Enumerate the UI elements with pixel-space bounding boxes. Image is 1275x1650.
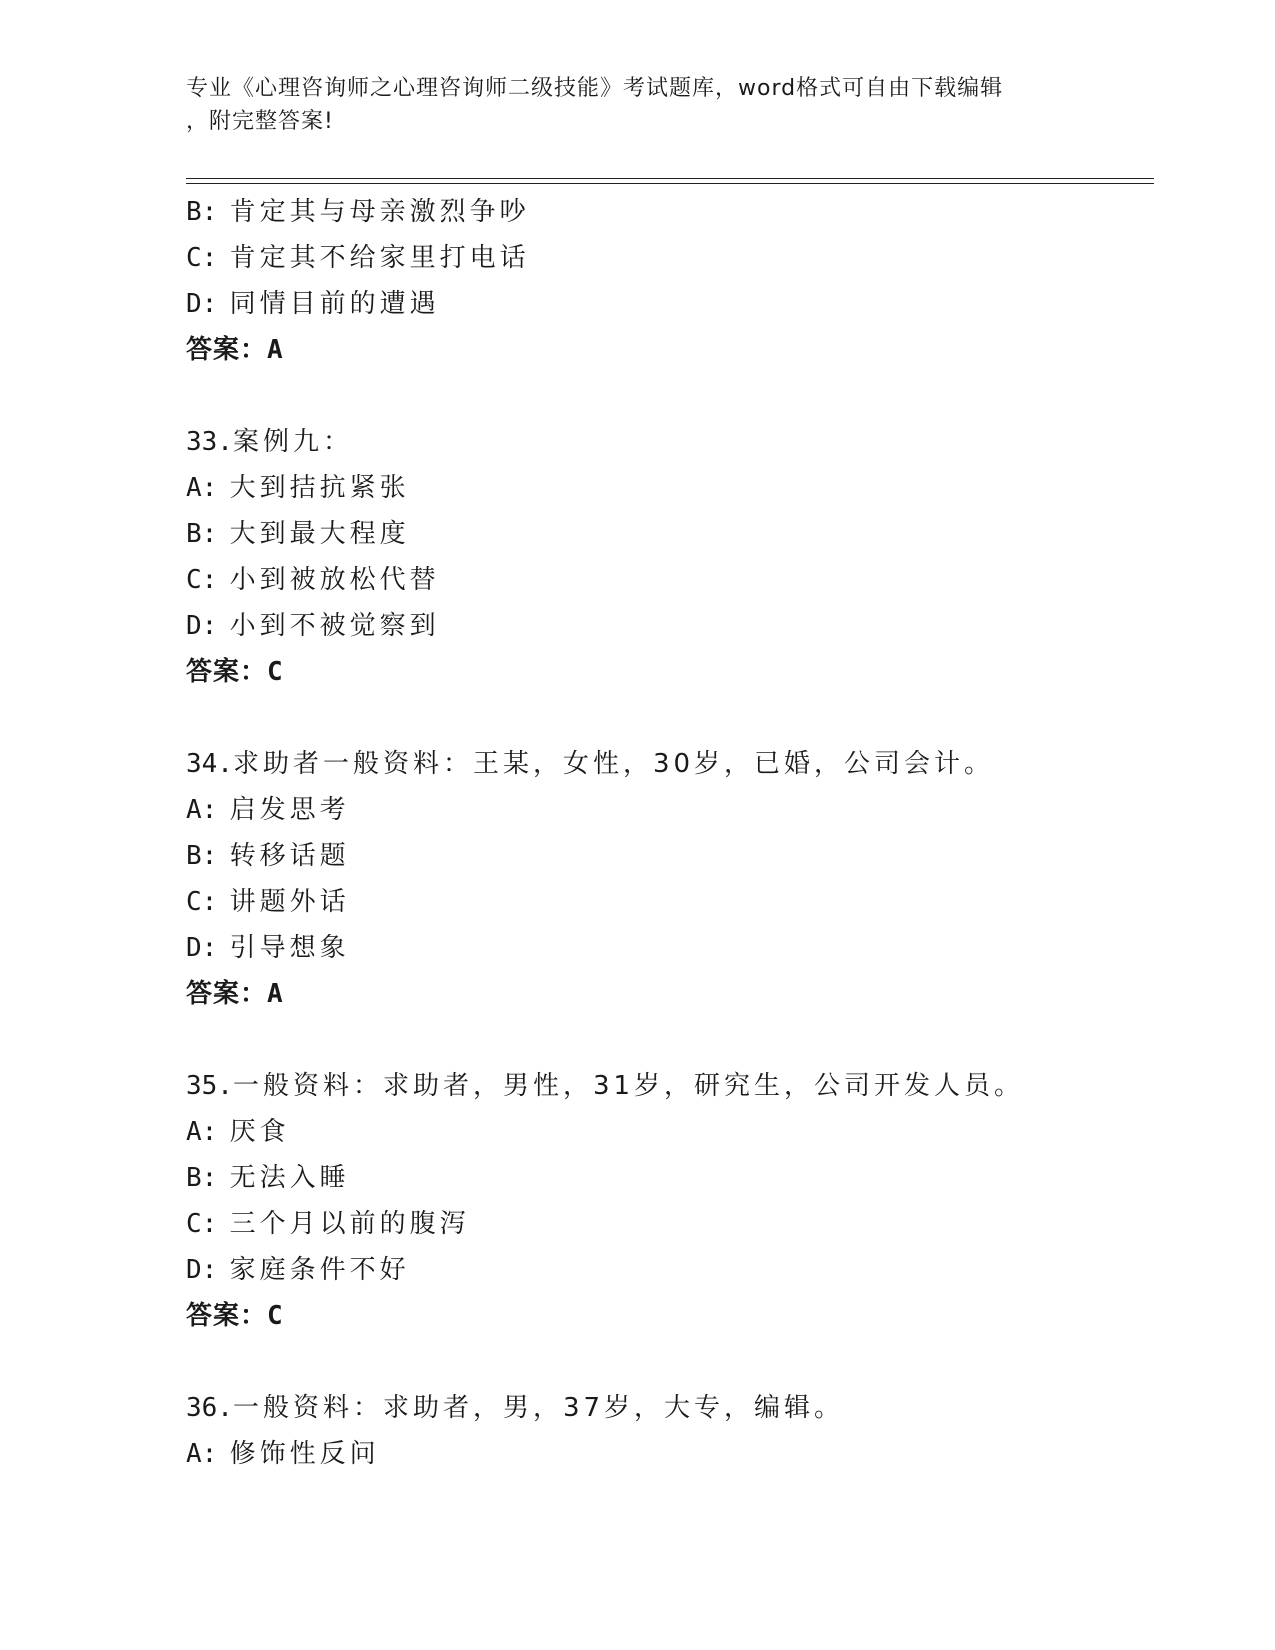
document-header [186,72,1066,138]
option-key: A: [186,795,218,825]
option-key: D: [186,933,218,963]
question-34 [186,741,1146,1017]
question-number: 34. [186,749,233,779]
option-text: 转移话题 [229,841,350,871]
question-text: 案例九： [232,427,353,457]
question-continued [186,189,1146,373]
spacer [186,1017,1146,1063]
answer-label: 答案： [186,657,268,687]
option-c [186,879,1146,925]
option-b [186,189,1146,235]
option-key: B: [186,197,218,227]
option-text: 小到不被觉察到 [229,611,440,641]
answer-line [186,327,1146,373]
question-35 [186,1063,1146,1339]
option-c [186,235,1146,281]
option-text: 大到拮抗紧张 [229,473,410,503]
option-text: 讲题外话 [229,887,350,917]
answer-label: 答案： [186,1301,268,1331]
option-key: B: [186,1163,218,1193]
spacer [186,1339,1146,1385]
option-key: C: [186,243,218,273]
answer-value: A [267,979,284,1009]
answer-line [186,971,1146,1017]
option-c [186,1201,1146,1247]
option-key: B: [186,841,218,871]
question-text: 一般资料：求助者，男，37岁，大专，编辑。 [232,1393,845,1423]
option-d [186,1247,1146,1293]
option-a [186,465,1146,511]
option-a [186,1109,1146,1155]
option-key: D: [186,1255,218,1285]
option-text: 小到被放松代替 [229,565,440,595]
option-b [186,833,1146,879]
question-stem [186,1063,1146,1109]
header-rule-top [186,178,1154,179]
answer-value: C [267,1301,284,1331]
question-stem [186,419,1146,465]
question-number: 33. [186,427,233,457]
question-stem [186,1385,1146,1431]
option-d [186,925,1146,971]
question-number: 35. [186,1071,233,1101]
option-text: 大到最大程度 [229,519,410,549]
option-key: C: [186,887,218,917]
option-key: C: [186,565,218,595]
option-text: 肯定其与母亲激烈争吵 [229,197,530,227]
question-stem [186,741,1146,787]
option-text: 启发思考 [229,795,350,825]
question-text: 求助者一般资料：王某，女性，30岁，已婚，公司会计。 [232,749,995,779]
option-text: 引导想象 [229,933,350,963]
option-d [186,603,1146,649]
question-text: 一般资料：求助者，男性，31岁，研究生，公司开发人员。 [232,1071,1025,1101]
option-text: 无法入睡 [229,1163,350,1193]
question-33 [186,419,1146,695]
header-line-2: ，附完整答案! [186,109,334,134]
question-list [186,189,1146,1477]
question-number: 36. [186,1393,233,1423]
option-key: A: [186,1439,218,1469]
spacer [186,373,1146,419]
option-b [186,511,1146,557]
question-36 [186,1385,1146,1477]
option-text: 厌食 [229,1117,290,1147]
option-text: 修饰性反问 [229,1439,380,1469]
option-key: A: [186,473,218,503]
answer-value: C [267,657,284,687]
option-key: D: [186,289,218,319]
option-text: 家庭条件不好 [229,1255,410,1285]
option-d [186,281,1146,327]
option-text: 同情目前的遭遇 [229,289,440,319]
answer-line [186,1293,1146,1339]
option-text: 肯定其不给家里打电话 [229,243,530,273]
option-text: 三个月以前的腹泻 [229,1209,470,1239]
option-key: A: [186,1117,218,1147]
answer-value: A [267,335,284,365]
option-key: C: [186,1209,218,1239]
option-b [186,1155,1146,1201]
answer-label: 答案： [186,979,268,1009]
option-a [186,787,1146,833]
answer-label: 答案： [186,335,268,365]
header-line-1: 专业《心理咨询师之心理咨询师二级技能》考试题库，word格式可自由下载编辑 [186,76,1004,101]
header-rule-bottom [186,183,1154,184]
spacer [186,695,1146,741]
option-c [186,557,1146,603]
option-a [186,1431,1146,1477]
option-key: B: [186,519,218,549]
answer-line [186,649,1146,695]
option-key: D: [186,611,218,641]
